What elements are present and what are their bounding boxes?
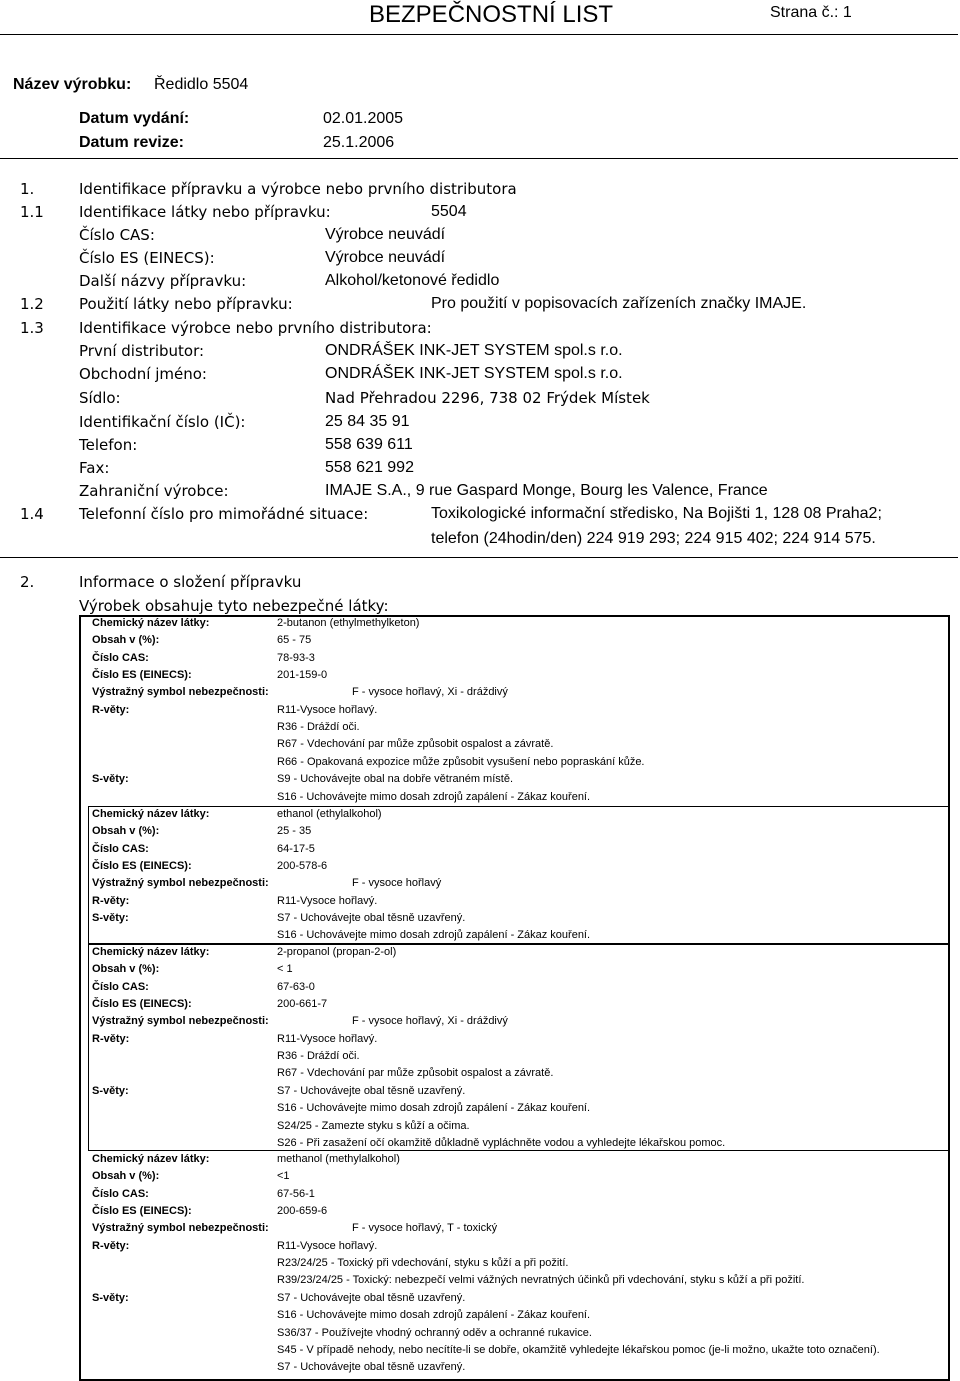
- ico-value: 25 84 35 91: [325, 413, 410, 430]
- substance-3-s-label: S-věty:: [92, 1084, 129, 1097]
- document-title: BEZPEČNOSTNÍ LIST: [369, 1, 614, 28]
- substance-4-s-label: S-věty:: [92, 1291, 129, 1304]
- substance-3-es-value: 200-661-7: [277, 998, 328, 1011]
- trade-name-label: Obchodní jméno:: [79, 365, 207, 383]
- substance-2-content-value: 25 - 35: [277, 825, 312, 838]
- substance-3-symbol-value: F - vysoce hořlavý, Xi - dráždivý: [352, 1015, 508, 1028]
- substance-2-box: [88, 806, 949, 944]
- cas-label: Číslo CAS:: [79, 226, 155, 244]
- other-names-label: Další názvy přípravku:: [79, 272, 247, 290]
- dates-divider: [0, 158, 958, 159]
- substance-1-chem-value: 2-butanon (ethylmethylketon): [277, 617, 420, 629]
- substance-3-cas-label: Číslo CAS:: [92, 980, 149, 993]
- substance-4-es-value: 200-659-6: [277, 1205, 328, 1218]
- substance-4-chem-value: methanol (methylalkohol): [277, 1153, 400, 1165]
- substance-3-symbol-label: Výstražný symbol nebezpečnosti:: [92, 1015, 269, 1028]
- product-name: Ředidlo 5504: [154, 76, 249, 93]
- substance-1-r-phrase: R11-Vysoce hořlavý.: [277, 703, 378, 716]
- substance-1-r-phrase: R67 - Vdechování par může způsobit ospalost a závratě.: [277, 738, 554, 751]
- substance-3-chem-value: 2-propanol (propan-2-ol): [277, 946, 397, 958]
- trade-name-value: ONDRÁŠEK INK-JET SYSTEM spol.s r.o.: [325, 365, 623, 382]
- substance-1-content-label: Obsah v (%):: [92, 634, 160, 647]
- section-1-title: Identifikace přípravku a výrobce nebo prvního distributora: [79, 180, 517, 198]
- phone-label: Telefon:: [79, 436, 138, 454]
- substance-4-r-label: R-věty:: [92, 1239, 130, 1252]
- fax-value: 558 621 992: [325, 459, 414, 476]
- substance-2-symbol-value: F - vysoce hořlavý: [352, 877, 442, 890]
- substance-1-s-phrase: S9 - Uchovávejte obal na dobře větraném místě.: [277, 773, 514, 786]
- other-names-value: Alkohol/ketonové ředidlo: [325, 272, 500, 289]
- substance-2-r-label: R-věty:: [92, 894, 130, 907]
- page-number: Strana č.: 1: [770, 4, 852, 21]
- emergency-contact-line-1: Toxikologické informační středisko, Na Bojišti 1, 128 08 Praha2;: [431, 505, 882, 522]
- product-label: Název výrobku:: [13, 76, 132, 93]
- substance-3-s-phrase: S7 - Uchovávejte obal těsně uzavřený.: [277, 1084, 466, 1097]
- substance-4-chem-label: Chemický název látky:: [92, 1153, 210, 1165]
- substance-3-chem-label: Chemický název látky:: [92, 946, 210, 958]
- phone-value: 558 639 611: [325, 436, 413, 453]
- section-1-1-value: 5504: [431, 203, 467, 220]
- substance-1-s-phrase: S16 - Uchovávejte mimo dosah zdrojů zapálení - Zákaz kouření.: [277, 790, 591, 803]
- section-1-number: 1.: [20, 180, 35, 198]
- substance-1-cas-label: Číslo CAS:: [92, 651, 149, 664]
- substance-4-s-phrase: S7 - Uchovávejte obal těsně uzavřený.: [277, 1361, 466, 1374]
- section-1-2-value: Pro použití v popisovacích zařízeních značky IMAJE.: [431, 295, 807, 312]
- substance-1-symbol-value: F - vysoce hořlavý, Xi - dráždivý: [352, 686, 508, 699]
- ico-label: Identifikační číslo (IČ):: [79, 413, 246, 431]
- section-1-divider: [0, 557, 958, 558]
- substance-2-es-value: 200-578-6: [277, 860, 328, 873]
- substance-1-r-phrase: R66 - Opakovaná expozice může způsobit vysušení nebo popraskání kůže.: [277, 755, 645, 768]
- header-divider: [0, 34, 958, 35]
- substance-3-r-phrase: R11-Vysoce hořlavý.: [277, 1032, 378, 1045]
- substance-2-s-label: S-věty:: [92, 912, 129, 925]
- substance-4-s-phrase: S16 - Uchovávejte mimo dosah zdrojů zapálení - Zákaz kouření.: [277, 1309, 591, 1322]
- distributor-value: ONDRÁŠEK INK-JET SYSTEM spol.s r.o.: [325, 342, 623, 359]
- substance-3-s-phrase: S26 - Při zasažení očí okamžitě důkladně vypláchněte vodou a vyhledejte lékařskou pomoc.: [277, 1136, 726, 1149]
- substance-4-es-label: Číslo ES (EINECS):: [92, 1205, 192, 1218]
- section-2-number: 2.: [20, 573, 35, 591]
- substance-3-box: [88, 944, 949, 1151]
- substance-3-content-value: < 1: [277, 963, 293, 976]
- substance-2-r-phrase: R11-Vysoce hořlavý.: [277, 894, 378, 907]
- substance-2-s-phrase: S7 - Uchovávejte obal těsně uzavřený.: [277, 912, 466, 925]
- es-value: Výrobce neuvádí: [325, 249, 446, 266]
- substance-4-cas-value: 67-56-1: [277, 1187, 315, 1200]
- substance-1-content-value: 65 - 75: [277, 634, 312, 647]
- substance-4-content-label: Obsah v (%):: [92, 1170, 160, 1183]
- issue-date-value: 02.01.2005: [323, 110, 404, 127]
- substance-2-es-label: Číslo ES (EINECS):: [92, 860, 192, 873]
- substance-2-cas-value: 64-17-5: [277, 842, 315, 855]
- section-1-1-label: Identifikace látky nebo přípravku:: [79, 203, 331, 221]
- substance-2-chem-label: Chemický název látky:: [92, 808, 210, 820]
- es-label: Číslo ES (EINECS):: [79, 249, 215, 267]
- substance-4-r-phrase: R11-Vysoce hořlavý.: [277, 1239, 378, 1252]
- issue-date-label: Datum vydání:: [79, 110, 190, 127]
- substance-4-symbol-value: F - vysoce hořlavý, T - toxický: [352, 1222, 498, 1235]
- seat-value: Nad Přehradou 2296, 738 02 Frýdek Místek: [325, 389, 650, 407]
- substance-1-s-label: S-věty:: [92, 773, 129, 786]
- foreign-producer-value: IMAJE S.A., 9 rue Gaspard Monge, Bourg les Valence, France: [325, 482, 768, 499]
- substance-1-chem-label: Chemický název látky:: [92, 617, 210, 629]
- substance-4-r-phrase: R39/23/24/25 - Toxický: nebezpečí velmi vážných nevratných účinků při vdechování, styku s kůží a při požití.: [277, 1274, 805, 1287]
- revision-date-value: 25.1.2006: [323, 134, 395, 151]
- substance-1-es-value: 201-159-0: [277, 669, 328, 682]
- substance-4-s-phrase: S36/37 - Používejte vhodný ochranný oděv a ochranné rukavice.: [277, 1326, 592, 1339]
- substance-4-s-phrase: S45 - V případě nehody, nebo necítíte-li se dobře, okamžitě vyhledejte lékařskou pomoc (je-li možno, ukažte toto označení).: [277, 1343, 880, 1356]
- substance-4-s-phrase: S7 - Uchovávejte obal těsně uzavřený.: [277, 1291, 466, 1304]
- substance-4-cas-label: Číslo CAS:: [92, 1187, 149, 1200]
- substance-1-cas-value: 78-93-3: [277, 651, 315, 664]
- section-1-1-number: 1.1: [20, 203, 44, 221]
- fax-label: Fax:: [79, 459, 110, 477]
- substance-2-cas-label: Číslo CAS:: [92, 842, 149, 855]
- substance-2-chem-value: ethanol (ethylalkohol): [277, 808, 382, 820]
- substance-1-r-label: R-věty:: [92, 703, 130, 716]
- section-1-3-number: 1.3: [20, 319, 44, 337]
- substance-1-r-phrase: R36 - Dráždí oči.: [277, 721, 360, 734]
- substance-2-s-phrase: S16 - Uchovávejte mimo dosah zdrojů zapálení - Zákaz kouření.: [277, 929, 591, 942]
- distributor-label: První distributor:: [79, 342, 205, 360]
- foreign-producer-label: Zahraniční výrobce:: [79, 482, 229, 500]
- section-2-subtitle: Výrobek obsahuje tyto nebezpečné látky:: [79, 597, 389, 615]
- substance-3-es-label: Číslo ES (EINECS):: [92, 998, 192, 1011]
- substance-3-r-phrase: R67 - Vdechování par může způsobit ospalost a závratě.: [277, 1067, 554, 1080]
- substance-3-r-label: R-věty:: [92, 1032, 130, 1045]
- substance-3-s-phrase: S24/25 - Zamezte styku s kůží a očima.: [277, 1119, 470, 1132]
- section-1-2-number: 1.2: [20, 295, 44, 313]
- emergency-contact-line-2: telefon (24hodin/den) 224 919 293; 224 915 402; 224 914 575.: [431, 530, 876, 547]
- seat-label: Sídlo:: [79, 389, 121, 407]
- section-1-4-label: Telefonní číslo pro mimořádné situace:: [79, 505, 369, 523]
- section-1-4-number: 1.4: [20, 505, 44, 523]
- section-1-2-label: Použití látky nebo přípravku:: [79, 295, 293, 313]
- substance-1-es-label: Číslo ES (EINECS):: [92, 669, 192, 682]
- section-2-title: Informace o složení přípravku: [79, 573, 302, 591]
- substance-4-r-phrase: R23/24/25 - Toxický při vdechování, styku s kůží a při požití.: [277, 1257, 569, 1270]
- substance-4-content-value: <1: [277, 1170, 290, 1183]
- substance-4-symbol-label: Výstražný symbol nebezpečnosti:: [92, 1222, 269, 1235]
- substance-1-symbol-label: Výstražný symbol nebezpečnosti:: [92, 686, 269, 699]
- substance-2-symbol-label: Výstražný symbol nebezpečnosti:: [92, 877, 269, 890]
- substance-2-content-label: Obsah v (%):: [92, 825, 160, 838]
- section-1-3-label: Identifikace výrobce nebo prvního distributora:: [79, 319, 432, 337]
- substance-3-r-phrase: R36 - Dráždí oči.: [277, 1050, 360, 1063]
- substance-3-content-label: Obsah v (%):: [92, 963, 160, 976]
- cas-value: Výrobce neuvádí: [325, 226, 446, 243]
- substance-3-s-phrase: S16 - Uchovávejte mimo dosah zdrojů zapálení - Zákaz kouření.: [277, 1102, 591, 1115]
- revision-date-label: Datum revize:: [79, 134, 184, 151]
- substance-3-cas-value: 67-63-0: [277, 980, 315, 993]
